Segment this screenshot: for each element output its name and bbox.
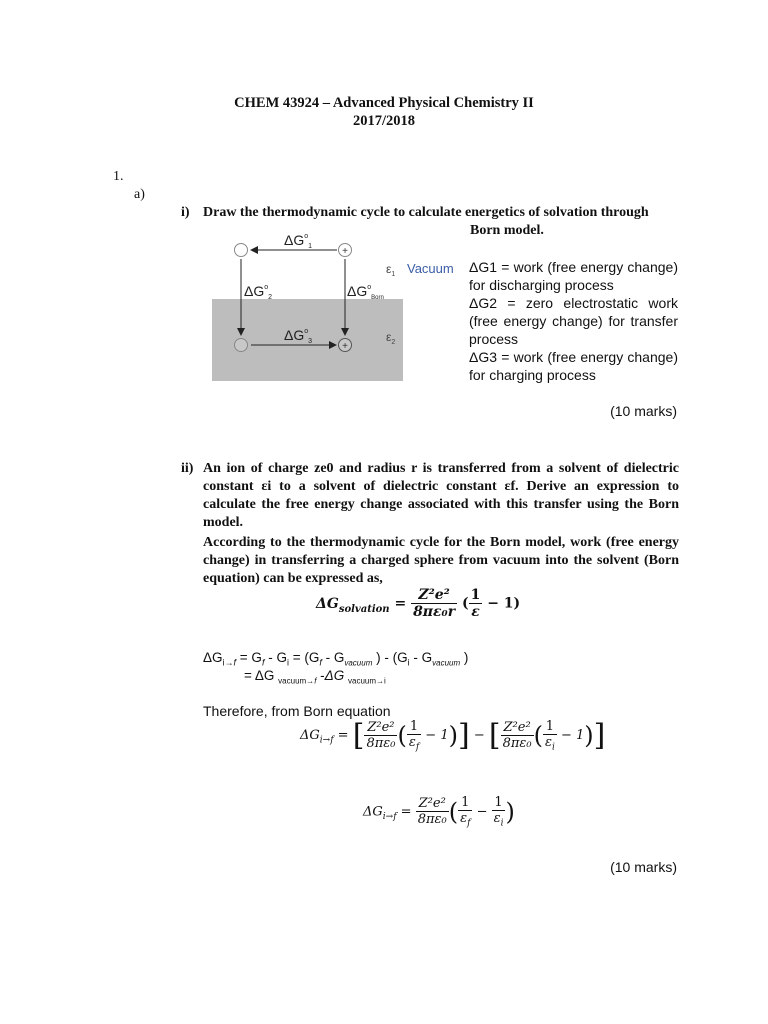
part-ii-explanation: According to the thermodynamic cycle for the Born model, work (free energy change) in transferring a charged sphere from vacuum into the solvent (Born equation) can be expressed as, [203, 535, 679, 586]
part-i-prompt-line2: Born model. [470, 223, 544, 238]
born-cycle-diagram [210, 228, 466, 384]
eq-diff-line2: = ΔG $_{vacuum\to f}$ -ΔG $_{vacuum\to i}$ [244, 668, 386, 686]
label-vacuum: Vacuum [407, 261, 454, 276]
eq-final: $\Delta G_{i\to f}$ = $\frac{\text{Z²e²}}{\text{8πε₀}}$ ( $\frac{1}{\varepsilon_f}$ − $\frac{1}{\varepsilon_i}$ ) [363, 795, 515, 829]
part-i-prompt [203, 204, 679, 222]
label-dg3: $\Delta G^o_3$ [284, 327, 313, 345]
part-i-marks: (10 marks) [610, 403, 677, 419]
course-title: CHEM 43924 – Advanced Physical Chemistry II [234, 95, 534, 111]
eq-born-solvation: $\Delta G_{solvation}$ = $\frac{\text{Z²e²}}{\text{8πε₀r}}$ ( $\frac{1}{\varepsilon}$ − 1) [316, 587, 521, 620]
part-ii-marks: (10 marks) [610, 859, 677, 875]
neutral-sphere-solvent [235, 339, 248, 352]
plus-sign-bottom: + [342, 341, 348, 352]
part-ii-prompt: An ion of charge ze0 and radius r is transferred from a solvent of dielectric constant εi to a solvent of dielectric constant εf. Derive an expression to calculate the free energy change associated with this transfer using the Born model. [203, 461, 679, 530]
label-dg-born: $\Delta G^o_{Born}$ [347, 283, 384, 301]
therefore-text: Therefore, from Born equation [203, 703, 391, 719]
note-dg1: ΔG1 = work (free energy change) for discharging process [469, 259, 678, 293]
part-i-prompt-line1: Draw the thermodynamic cycle to calculate energetics of solvation through [203, 205, 649, 220]
question-part: a) [134, 187, 145, 202]
note-dg2: ΔG2 = zero electrostatic work (free energy change) for transfer process [469, 295, 678, 347]
cycle-notes [469, 258, 678, 384]
part-ii-label: ii) [181, 461, 194, 476]
note-dg3: ΔG3 = work (free energy change) for charging process [469, 349, 678, 383]
part-i-label: i) [181, 205, 190, 220]
label-eps2: $\varepsilon_2$ [386, 330, 396, 346]
eq-diff-line1: $\Delta G_{i\to f} = G_f - G_i = (G_f - G_{vacuum}$ ) - ($G_i - G_{vacuum}$ ) [203, 650, 469, 668]
academic-year: 2017/2018 [352, 113, 416, 129]
eq-born-difference: $\Delta G_{i\to f}$ = [ $\frac{\text{Z²e²}}{\text{8πε₀}}$ ( $\frac{1}{\varepsilon_f}$ − 1)] − [ $\frac{\text{Z²e²}}{\text{8πε₀}}$ ( $\frac{1}{\varepsilon_i}$ − 1)] [300, 718, 606, 753]
plus-sign-top: + [342, 246, 348, 257]
label-dg1: $\Delta G^o_1$ [284, 232, 313, 250]
label-eps1: $\varepsilon_1$ [386, 262, 396, 278]
question-number: 1. [113, 169, 124, 184]
label-dg2: $\Delta G^o_2$ [244, 283, 273, 301]
neutral-sphere-vacuum [235, 244, 248, 257]
